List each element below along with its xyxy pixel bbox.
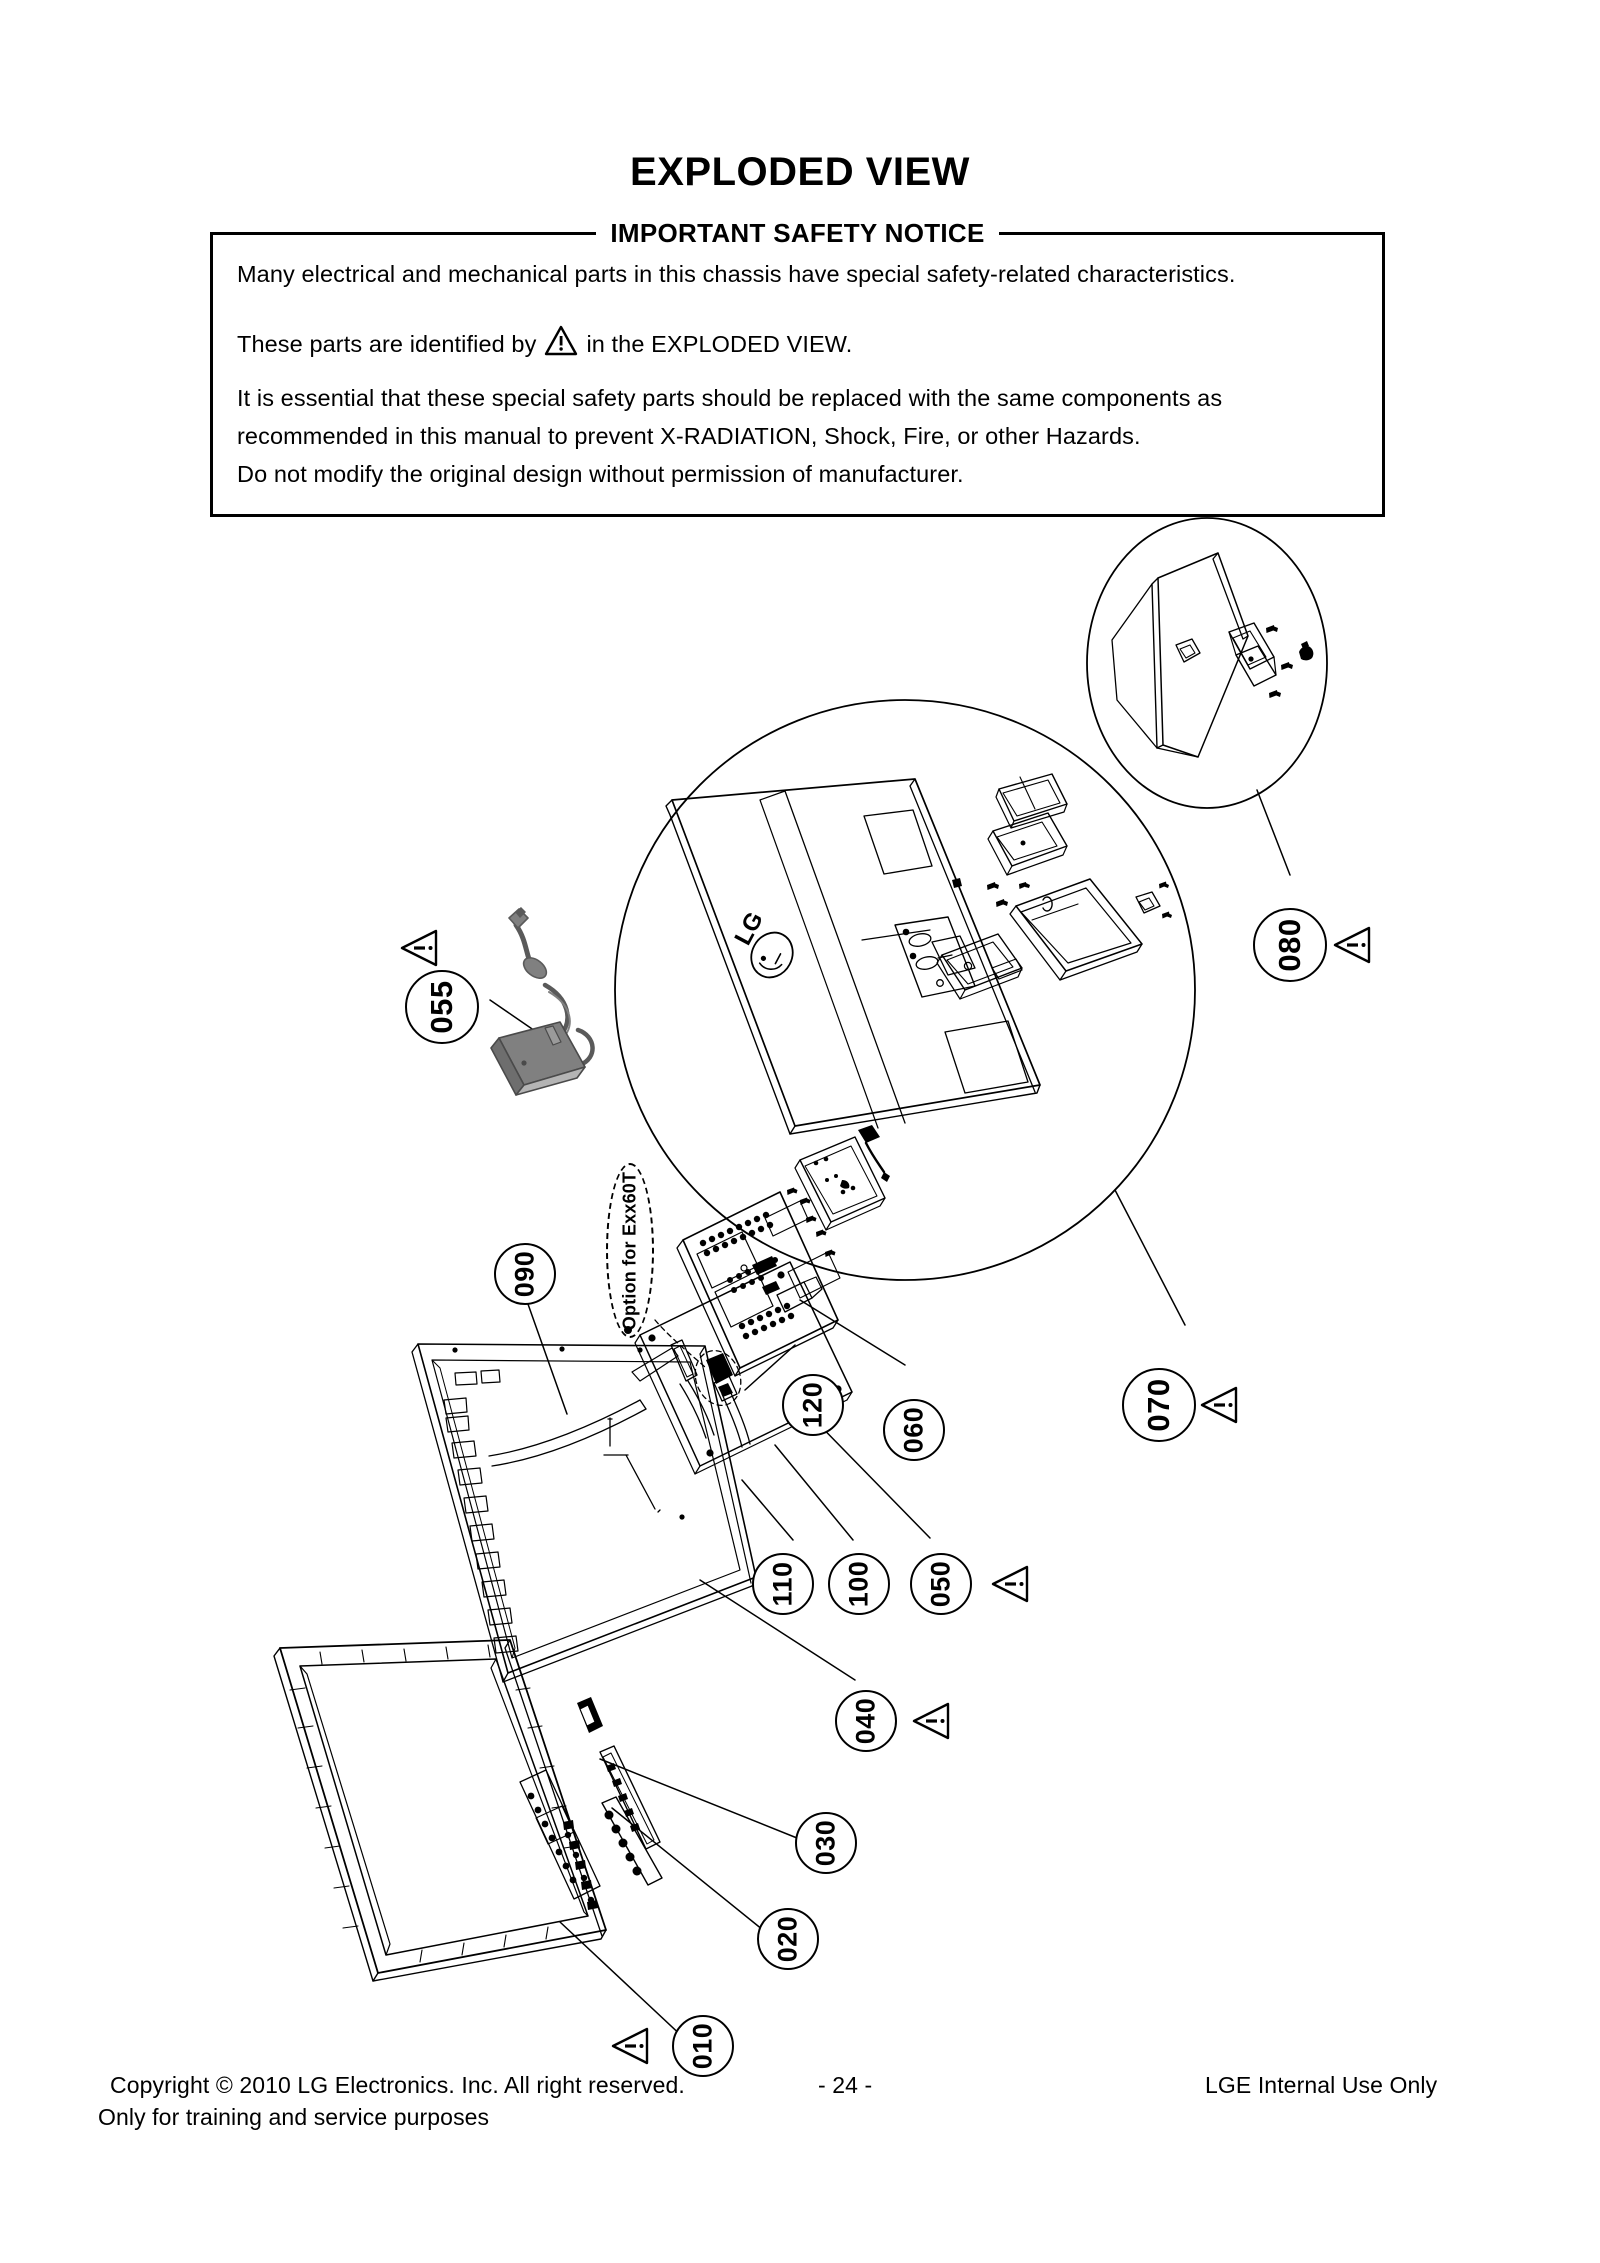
notice-line-2-after: in the EXPLODED VIEW. xyxy=(586,331,853,357)
svg-text:LG: LG xyxy=(729,907,769,950)
page-title: EXPLODED VIEW xyxy=(630,150,970,194)
callout-100[interactable]: 100 xyxy=(828,1553,890,1615)
callout-060[interactable]: 060 xyxy=(883,1399,945,1461)
callout-020[interactable]: 020 xyxy=(757,1908,819,1970)
callout-080[interactable]: 080 xyxy=(1253,908,1327,982)
callout-055[interactable]: 055 xyxy=(405,970,479,1044)
footer-page-number: - 24 - xyxy=(818,2072,873,2098)
callout-030[interactable]: 030 xyxy=(795,1812,857,1874)
option-annotation xyxy=(606,1163,654,1338)
notice-line-1: Many electrical and mechanical parts in this chassis have special safety-related characteristics. xyxy=(237,261,1236,287)
callout-040[interactable]: 040 xyxy=(835,1690,897,1752)
notice-line-3: It is essential that these special safety parts should be replaced with the same components as xyxy=(237,385,1223,411)
notice-line-4: recommended in this manual to prevent X-RADIATION, Shock, Fire, or other Hazards. xyxy=(237,423,1141,449)
callout-070[interactable]: 070 xyxy=(1122,1368,1196,1442)
callout-050[interactable]: 050 xyxy=(910,1553,972,1615)
footer-copyright: Copyright © 2010 LG Electronics. Inc. All right reserved. xyxy=(110,2072,685,2098)
option-annotation-label: Option for Exx60T xyxy=(619,1171,640,1330)
callout-090[interactable]: 090 xyxy=(494,1243,556,1305)
callout-010[interactable]: 010 xyxy=(672,2015,734,2077)
footer-internal-use: LGE Internal Use Only xyxy=(1205,2072,1438,2098)
notice-line-5: Do not modify the original design without permission of manufacturer. xyxy=(237,461,964,487)
footer-training-note: Only for training and service purposes xyxy=(98,2104,490,2130)
safety-notice-legend: IMPORTANT SAFETY NOTICE xyxy=(596,218,998,248)
callout-110[interactable]: 110 xyxy=(752,1553,814,1615)
notice-line-2-before: These parts are identified by xyxy=(237,331,537,357)
callout-120[interactable]: 120 xyxy=(782,1374,844,1436)
